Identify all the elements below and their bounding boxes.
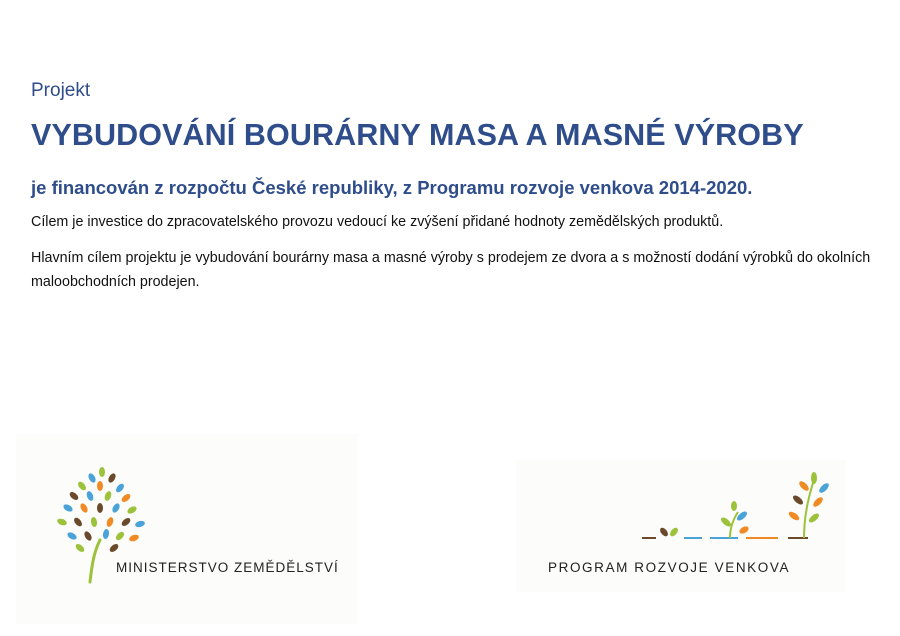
goal-paragraph: Cílem je investice do zpracovatelského provozu vedoucí ke zvýšení přidané hodnoty zemědělských produktů.	[31, 214, 724, 230]
project-label: Projekt	[31, 80, 91, 101]
main-goal-paragraph: Hlavním cílem projektu je vybudování bourárny masa a masné výroby s prodejem ze dvora a s možností dodání výrobků do okolních maloobchodních prodejen.	[31, 250, 871, 290]
program-name: PROGRAM ROZVOJE VENKOVA	[548, 560, 791, 575]
sprouts-icon	[638, 472, 838, 542]
ministry-name: MINISTERSTVO ZEMĚDĚLSTVÍ	[116, 560, 339, 575]
project-title: VYBUDOVÁNÍ BOURÁRNY MASA A MASNÉ VÝROBY	[31, 118, 804, 152]
ministry-logo	[16, 434, 358, 624]
funding-statement: je financován z rozpočtu České republiky, z Programu rozvoje venkova 2014-2020.	[31, 177, 753, 198]
program-logo	[516, 460, 846, 592]
